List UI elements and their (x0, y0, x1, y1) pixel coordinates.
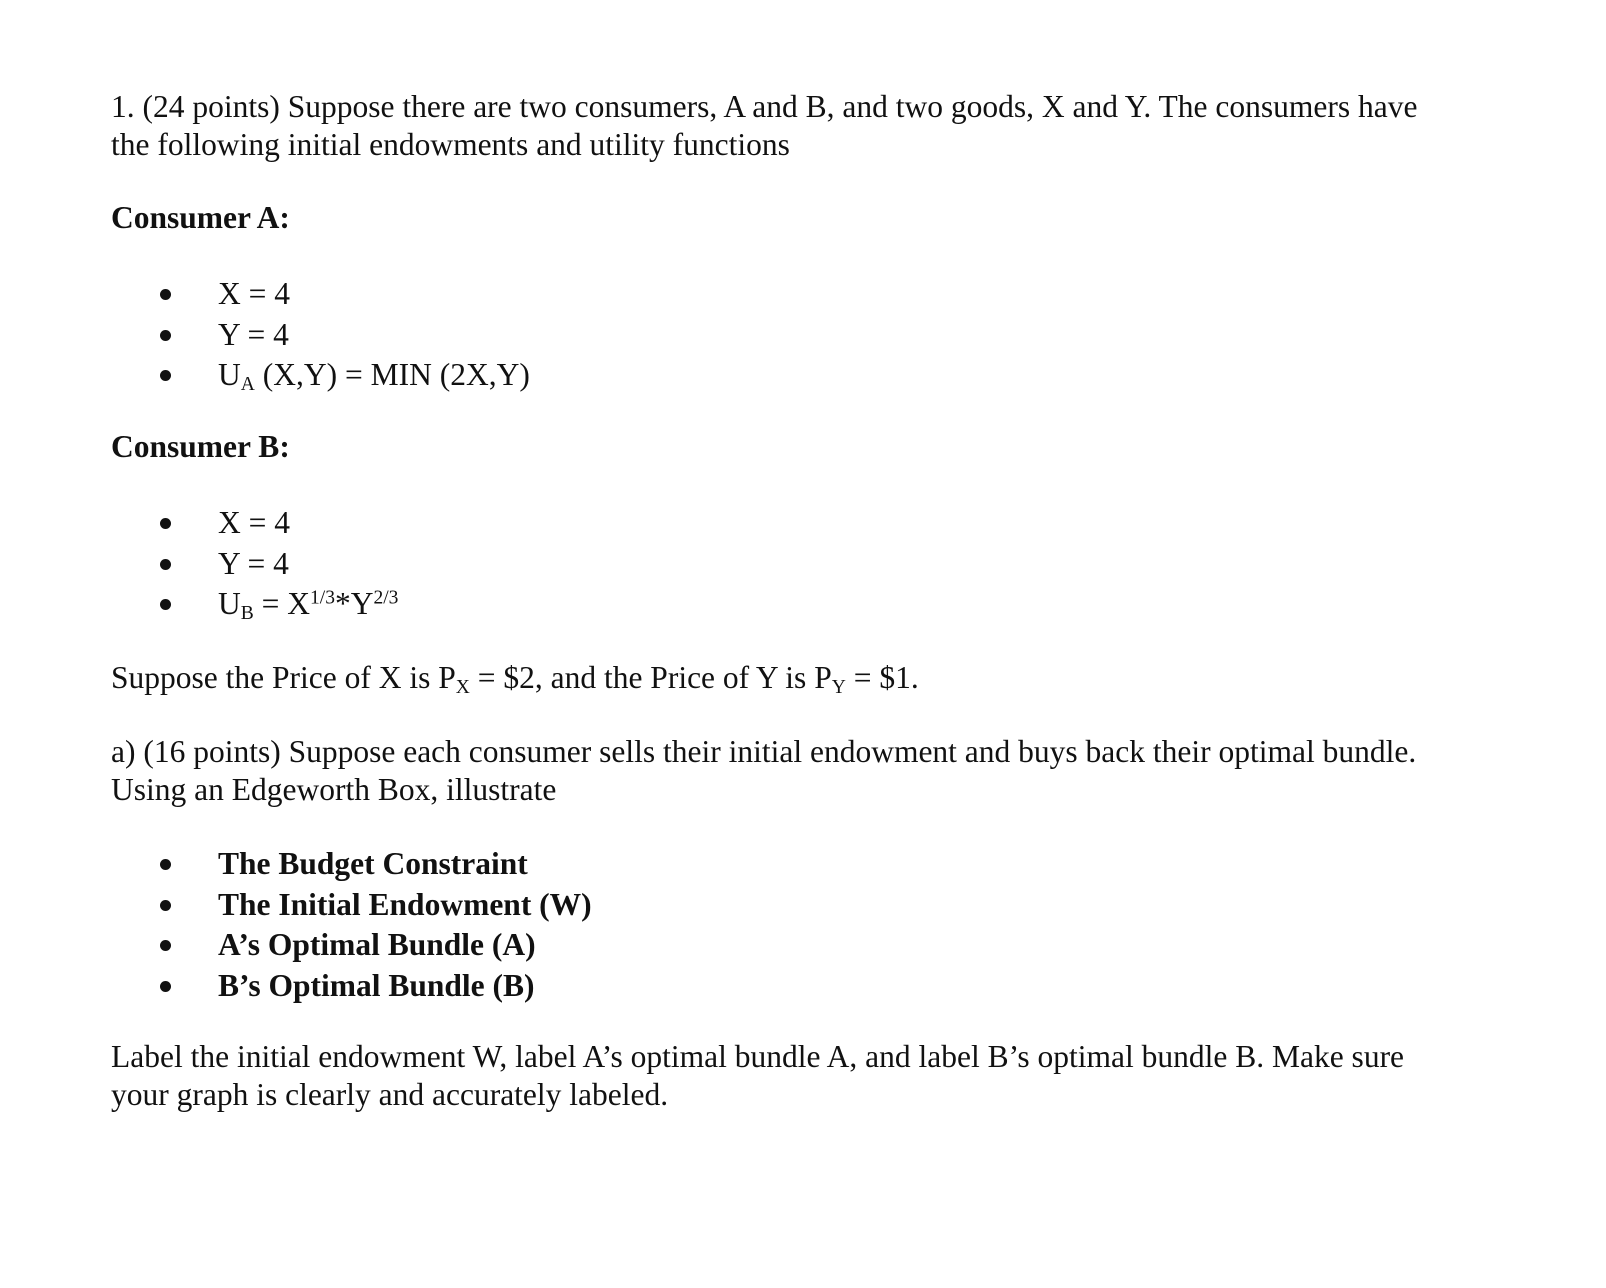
question-intro (111, 88, 1541, 164)
bullet-icon (160, 559, 171, 570)
intro-line-1: 1. (24 points) Suppose there are two consumers, A and B, and two goods, X and Y. The consumers have (111, 89, 1418, 124)
part-a-item-a-bundle: A’s Optimal Bundle (A) (218, 927, 536, 962)
consumer-a-utility (218, 355, 530, 396)
bullet-icon (160, 289, 171, 300)
part-a-item-endowment: The Initial Endowment (W) (218, 886, 592, 922)
consumer-b-x: X = 4 (218, 505, 291, 540)
consumer-b-heading: Consumer B: (111, 429, 290, 464)
consumer-a-x: X = 4 (218, 276, 291, 311)
bullet-icon (160, 599, 171, 610)
price-y-subscript: Y (831, 676, 846, 698)
part-a-line-1: a) (16 points) Suppose each consumer sells their initial endowment and buys back their optimal bundle. (111, 734, 1417, 769)
part-a-item-b-bundle: B’s Optimal Bundle (B) (218, 967, 535, 1003)
consumer-a-heading: Consumer A: (111, 200, 290, 235)
label-line-1: Label the initial endowment W, label A’s optimal bundle A, and label B’s optimal bundle B. Make sure (111, 1039, 1405, 1074)
utility-y-base: *Y (335, 586, 374, 621)
part-a-prompt (111, 733, 1541, 809)
consumer-a-y: Y = 4 (218, 316, 289, 352)
consumer-b-utility (218, 584, 398, 625)
utility-subscript: B (240, 602, 254, 624)
bullet-icon (160, 330, 171, 341)
bullet-icon (160, 859, 171, 870)
price-text-1: Suppose the Price of X is P (111, 660, 456, 695)
utility-expression: (X,Y) = MIN (2X,Y) (254, 357, 530, 392)
utility-symbol: U (218, 586, 241, 621)
consumer-b-y: Y = 4 (218, 545, 289, 581)
labeling-instructions (111, 1038, 1541, 1114)
bullet-icon (160, 518, 171, 529)
price-x-subscript: X (455, 676, 470, 698)
price-text-2: = $2, and the Price of Y is P (469, 660, 832, 695)
utility-x-exponent: 1/3 (310, 587, 335, 609)
utility-subscript: A (240, 373, 255, 395)
part-a-item-budget: The Budget Constraint (218, 846, 528, 881)
price-statement (111, 659, 1541, 697)
bullet-icon (160, 940, 171, 951)
utility-y-exponent: 2/3 (373, 587, 399, 609)
bullet-icon (160, 900, 171, 911)
part-a-line-2: Using an Edgeworth Box, illustrate (111, 772, 557, 807)
bullet-icon (160, 370, 171, 381)
bullet-icon (160, 981, 171, 992)
utility-x-base: = X (253, 586, 311, 621)
label-line-2: your graph is clearly and accurately labeled. (111, 1077, 669, 1112)
intro-line-2: the following initial endowments and utility functions (111, 127, 790, 162)
price-text-3: = $1. (845, 660, 919, 695)
utility-symbol: U (218, 357, 241, 392)
